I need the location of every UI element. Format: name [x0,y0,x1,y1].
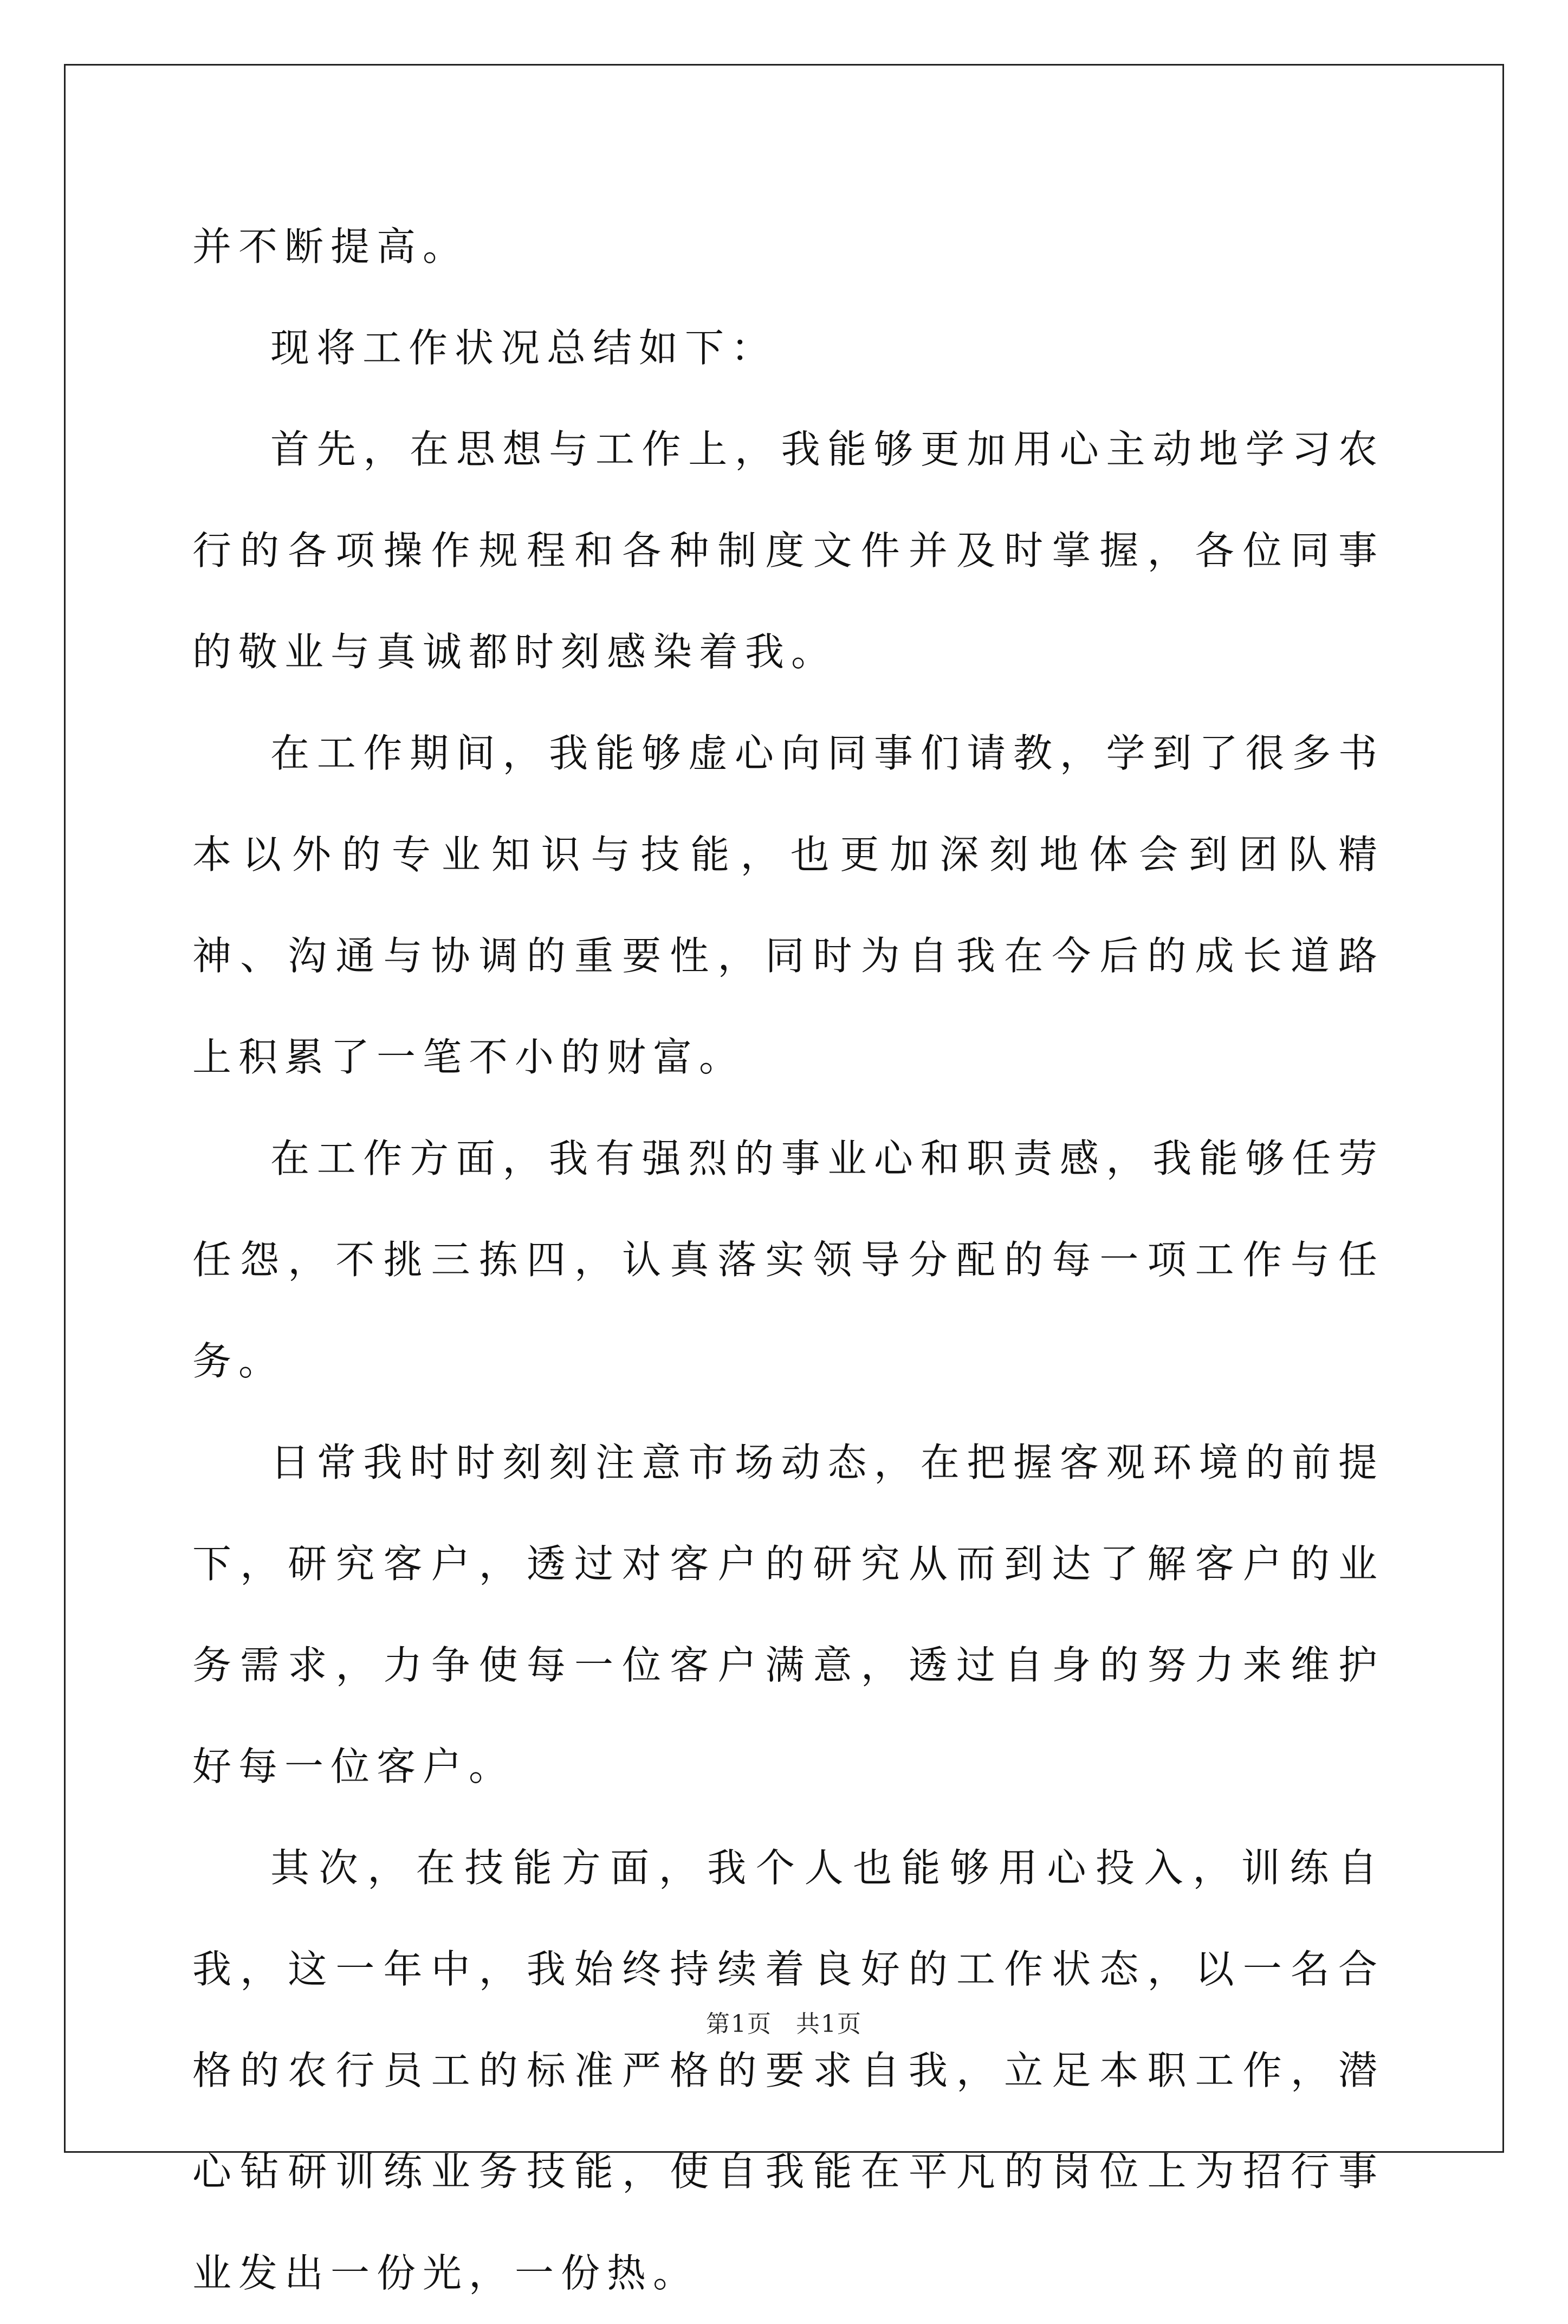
paragraph-4: 在工作期间，我能够虚心向同事们请教，学到了很多书本以外的专业知识与技能，也更加深刻地体会到团队精神、沟通与协调的重要性，同时为自我在今后的成长道路上积累了一笔不小的财富。 [192,730,1384,1080]
paragraph-2: 现将工作状况总结如下： [270,325,777,371]
paragraph-5: 在工作方面，我有强烈的事业心和职责感，我能够任劳任怨，不挑三拣四，认真落实领导分配的每一项工作与任务。 [192,1136,1384,1384]
paragraph-7: 其次，在技能方面，我个人也能够用心投入，训练自我，这一年中，我始终持续着良好的工作状态，以一名合格的农行员工的标准严格的要求自我，立足本职工作，潜心钻研训练业务技能，使自我能在平凡的岗位上为招行事业发出一份光，一份热。 [192,1845,1384,2296]
document-body [192,196,1384,2324]
paragraph-3: 首先，在思想与工作上，我能够更加用心主动地学习农行的各项操作规程和各种制度文件并及时掌握，各位同事的敬业与真诚都时刻感染着我。 [192,426,1384,675]
page-total: 共1页 [796,2010,862,2038]
page-footer [0,2009,1568,2040]
paragraph-1: 并不断提高。 [192,224,469,269]
page-number: 第1页 [706,2010,772,2038]
paragraph-6: 日常我时时刻刻注意市场动态，在把握客观环境的前提下，研究客户，透过对客户的研究从而到达了解客户的业务需求，力争使每一位客户满意，透过自身的努力来维护好每一位客户。 [192,1440,1384,1789]
